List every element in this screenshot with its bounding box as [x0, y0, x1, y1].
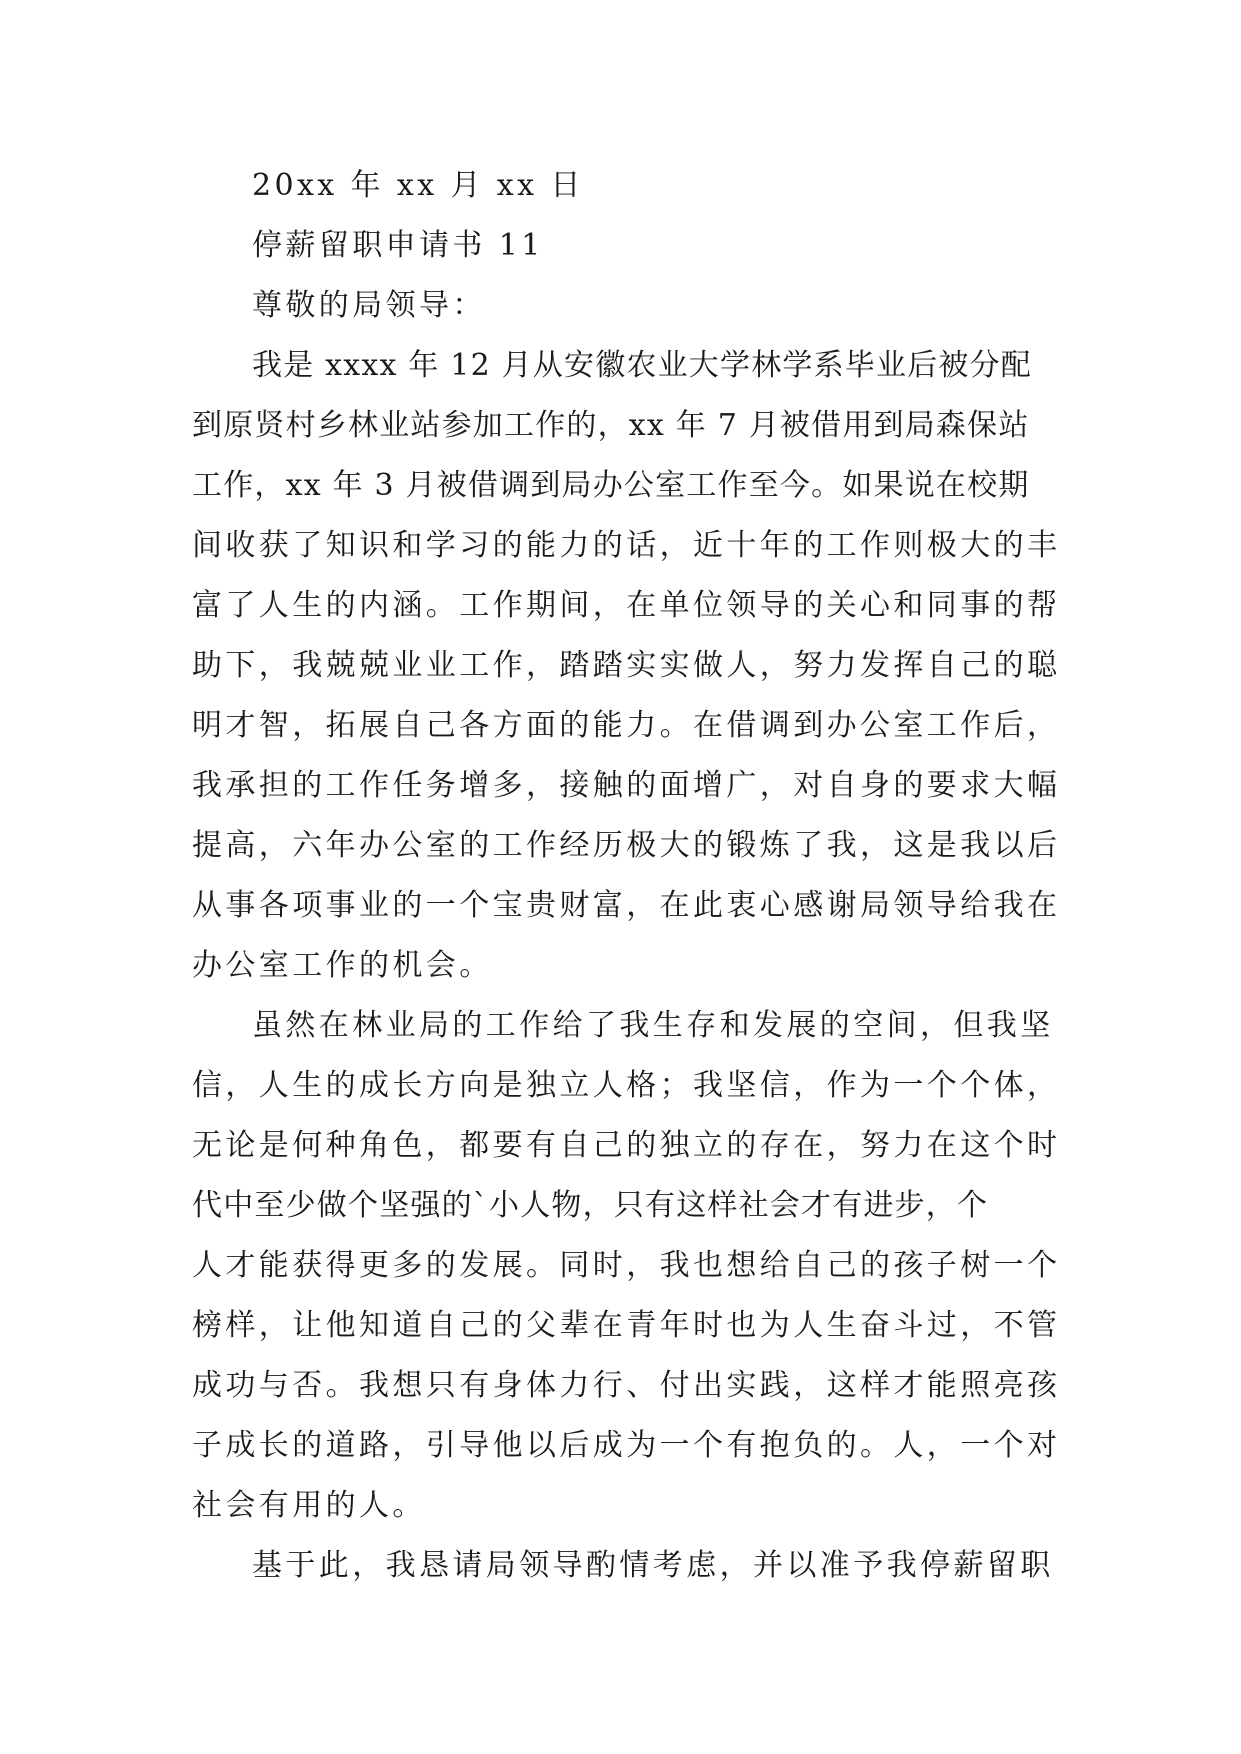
body-line: 富了人生的内涵。工作期间，在单位领导的关心和同事的帮 [192, 588, 1061, 623]
body-line: 间收获了知识和学习的能力的话，近十年的工作则极大的丰 [192, 528, 1061, 563]
body-line: 代中至少做个坚强的`小人物，只有这样社会才有进步，个 [192, 1188, 989, 1223]
body-line: 基于此，我恳请局领导酌情考虑，并以准予我停薪留职 [252, 1548, 1054, 1583]
salutation: 尊敬的局领导： [252, 288, 486, 323]
body-line: 信，人生的成长方向是独立人格；我坚信，作为一个个体， [192, 1068, 1061, 1103]
body-line: 办公室工作的机会。 [192, 948, 493, 983]
body-line: 到原贤村乡林业站参加工作的，xx 年 7 月被借用到局森保站 [192, 408, 1030, 443]
body-line: 社会有用的人。 [192, 1488, 426, 1523]
body-line: 榜样，让他知道自己的父辈在青年时也为人生奋斗过，不管 [192, 1308, 1061, 1343]
body-line: 无论是何种角色，都要有自己的独立的存在，努力在这个时 [192, 1128, 1061, 1163]
body-line: 我承担的工作任务增多，接触的面增广，对自身的要求大幅 [192, 768, 1061, 803]
body-line: 虽然在林业局的工作给了我生存和发展的空间，但我坚 [252, 1008, 1054, 1043]
body-line: 工作，xx 年 3 月被借调到局办公室工作至今。如果说在校期 [192, 468, 1030, 503]
body-line: 明才智，拓展自己各方面的能力。在借调到办公室工作后， [192, 708, 1061, 743]
body-line: 助下，我兢兢业业工作，踏踏实实做人，努力发挥自己的聪 [192, 648, 1061, 683]
body-line: 成功与否。我想只有身体力行、付出实践，这样才能照亮孩 [192, 1368, 1061, 1403]
body-line: 从事各项事业的一个宝贵财富，在此衷心感谢局领导给我在 [192, 888, 1061, 923]
body-line: 提高，六年办公室的工作经历极大的锻炼了我，这是我以后 [192, 828, 1061, 863]
body-line: 人才能获得更多的发展。同时，我也想给自己的孩子树一个 [192, 1248, 1061, 1283]
body-line: 子成长的道路，引导他以后成为一个有抱负的。人，一个对 [192, 1428, 1061, 1463]
document-title: 停薪留职申请书 11 [252, 228, 544, 263]
body-line: 我是 xxxx 年 12 月从安徽农业大学林学系毕业后被分配 [252, 348, 1032, 383]
date-line: 20xx 年 xx 月 xx 日 [252, 168, 584, 203]
